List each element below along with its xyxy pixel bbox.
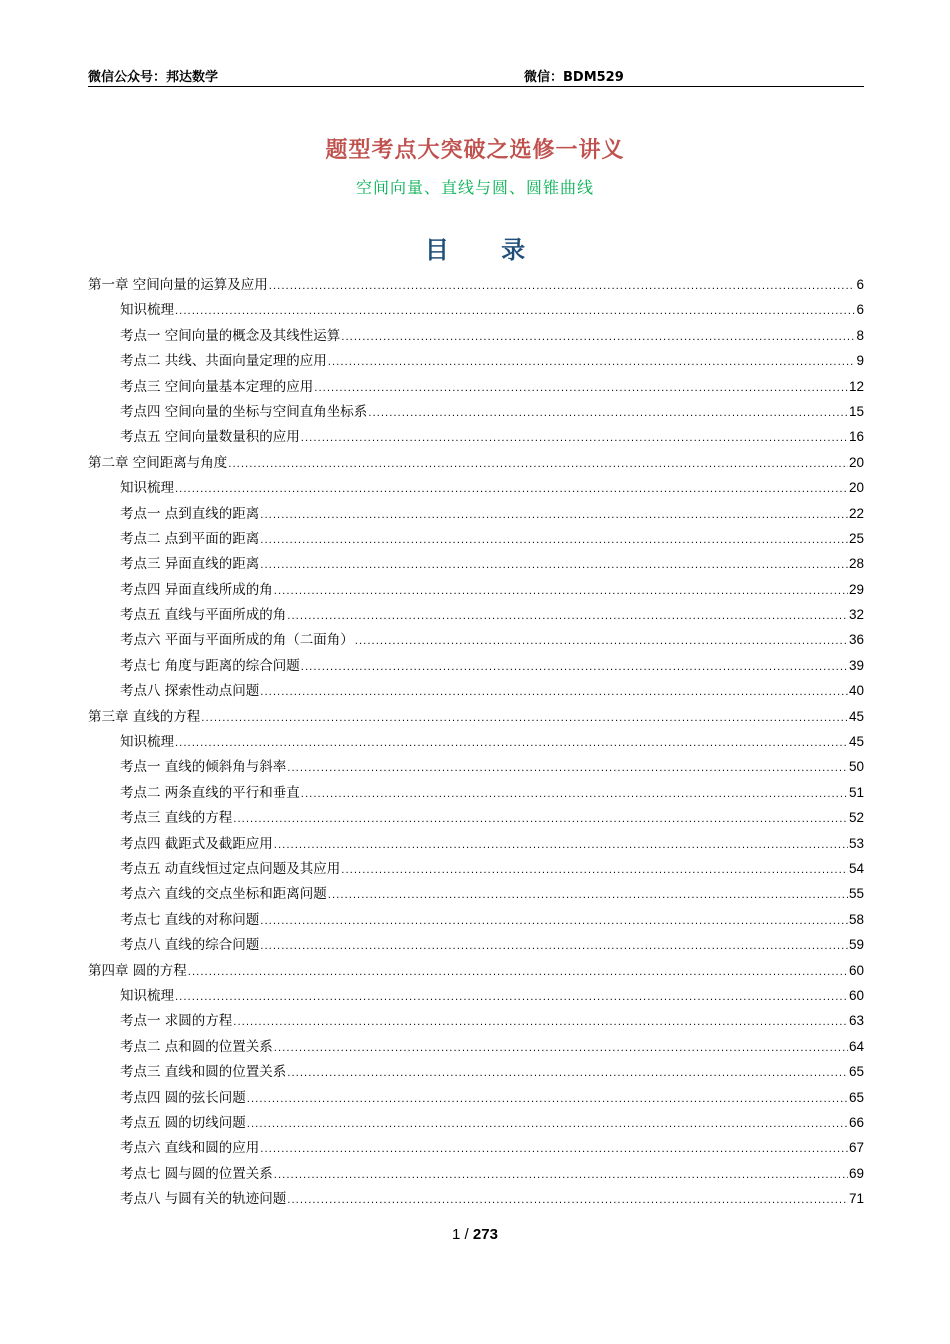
toc-entry-page: 6 [856,302,864,318]
toc-entry-page: 39 [848,657,864,673]
toc-entry-label: 考点五 直线与平面所成的角 [120,607,287,624]
toc-entry-page: 22 [848,505,864,521]
toc-section-entry[interactable] [88,729,864,754]
toc-heading: 目 录 [424,235,548,264]
toc-section-entry[interactable] [88,932,864,957]
toc-section-entry[interactable] [88,475,864,500]
toc-dot-leader [274,833,848,858]
toc-entry-label: 考点二 共线、共面向量定理的应用 [120,353,327,370]
toc-entry-page: 36 [848,632,864,648]
toc-dot-leader [368,401,848,426]
toc-dot-leader [233,807,848,832]
toc-entry-page: 9 [856,353,864,369]
toc-dot-leader [233,1010,848,1035]
toc-dot-leader [188,960,848,985]
toc-section-entry[interactable] [88,374,864,399]
toc-dot-leader [287,604,848,629]
document-subtitle: 空间向量、直线与圆、圆锥曲线 [355,178,594,197]
page-number-current: 1 [452,1226,461,1243]
toc-section-entry[interactable] [88,501,864,526]
toc-entry-page: 52 [848,810,864,826]
toc-entry-label: 考点八 探索性动点问题 [120,683,260,700]
toc-dot-leader [301,782,848,807]
toc-section-entry[interactable] [88,526,864,551]
toc-section-entry[interactable] [88,551,864,576]
toc-entry-label: 考点三 直线的方程 [120,810,233,827]
toc-entry-page: 58 [848,911,864,927]
toc-entry-label: 考点四 截距式及截距应用 [120,835,273,852]
toc-section-entry[interactable] [88,1008,864,1033]
toc-section-entry[interactable] [88,602,864,627]
toc-section-entry[interactable] [88,424,864,449]
toc-section-entry[interactable] [88,627,864,652]
toc-dot-leader [247,1112,848,1137]
toc-entry-page: 54 [848,860,864,876]
toc-entry-page: 51 [848,784,864,800]
toc-entry-page: 12 [848,378,864,394]
toc-entry-label: 考点七 直线的对称问题 [120,911,260,928]
toc-entry-label: 考点三 空间向量基本定理的应用 [120,378,314,395]
toc-dot-leader [328,883,848,908]
toc-entry-label: 考点二 两条直线的平行和垂直 [120,784,300,801]
toc-section-entry[interactable] [88,1135,864,1160]
toc-entry-label: 考点六 直线的交点坐标和距离问题 [120,886,327,903]
toc-entry-label: 第二章 空间距离与角度 [88,454,228,471]
toc-entry-page: 8 [856,327,864,343]
toc-entry-label: 考点六 直线和圆的应用 [120,1140,260,1157]
toc-section-entry[interactable] [88,1186,864,1211]
document-title: 题型考点大突破之选修一讲义 [325,137,625,163]
toc-entry-page: 65 [848,1089,864,1105]
toc-section-entry[interactable] [88,881,864,906]
toc-entry-page: 55 [848,886,864,902]
toc-entry-page: 15 [848,403,864,419]
toc-dot-leader [260,1137,848,1162]
toc-entry-label: 考点四 空间向量的坐标与空间直角坐标系 [120,403,368,420]
header-wechat-account: 微信公众号：邦达数学 [88,70,219,85]
toc-entry-label: 考点一 点到直线的距离 [120,505,260,522]
toc-entry-page: 53 [848,835,864,851]
toc-entry-label: 知识梳理 [120,302,174,319]
toc-dot-leader [260,934,848,959]
toc-section-entry[interactable] [88,577,864,602]
toc-section-entry[interactable] [88,1085,864,1110]
toc-entry-label: 考点一 求圆的方程 [120,1013,233,1030]
toc-dot-leader [247,1087,848,1112]
toc-dot-leader [287,1061,848,1086]
header-wechat-id: 微信：BDM529 [524,70,624,85]
toc-section-entry[interactable] [88,678,864,703]
toc-section-entry[interactable] [88,754,864,779]
toc-dot-leader [175,985,848,1010]
table-of-contents [88,272,864,1211]
toc-entry-page: 45 [848,734,864,750]
toc-entry-label: 考点七 角度与距离的综合问题 [120,657,300,674]
toc-section-entry[interactable] [88,399,864,424]
toc-section-entry[interactable] [88,1110,864,1135]
toc-entry-label: 考点五 动直线恒过定点问题及其应用 [120,860,341,877]
toc-dot-leader [201,706,848,731]
toc-dot-leader [328,350,856,375]
toc-entry-page: 29 [848,581,864,597]
toc-entry-label: 考点八 与圆有关的轨迹问题 [120,1191,287,1208]
toc-entry-label: 考点三 直线和圆的位置关系 [120,1064,287,1081]
toc-entry-label: 知识梳理 [120,987,174,1004]
toc-section-entry[interactable] [88,831,864,856]
toc-entry-page: 60 [848,987,864,1003]
toc-dot-leader [355,629,848,654]
toc-dot-leader [260,909,848,934]
toc-dot-leader [175,477,848,502]
toc-entry-label: 考点四 异面直线所成的角 [120,581,273,598]
toc-entry-label: 考点二 点和圆的位置关系 [120,1038,273,1055]
toc-chapter-entry[interactable] [88,704,864,729]
toc-dot-leader [175,731,848,756]
toc-section-entry[interactable] [88,856,864,881]
toc-entry-page: 16 [848,429,864,445]
toc-dot-leader [274,1036,848,1061]
toc-entry-page: 25 [848,530,864,546]
toc-entry-page: 50 [848,759,864,775]
toc-dot-leader [260,528,848,553]
toc-chapter-entry[interactable] [88,958,864,983]
toc-entry-page: 71 [848,1191,864,1207]
toc-dot-leader [341,858,848,883]
toc-entry-page: 32 [848,607,864,623]
toc-entry-page: 59 [848,937,864,953]
toc-entry-page: 65 [848,1064,864,1080]
page-footer [0,1226,950,1243]
toc-section-entry[interactable] [88,1161,864,1186]
toc-dot-leader [287,1188,848,1213]
toc-entry-label: 知识梳理 [120,480,174,497]
toc-dot-leader [274,579,848,604]
toc-dot-leader [175,299,855,324]
toc-dot-leader [260,680,848,705]
toc-dot-leader [274,1163,848,1188]
toc-section-entry[interactable] [88,297,864,322]
toc-entry-label: 考点一 空间向量的概念及其线性运算 [120,327,341,344]
toc-section-entry[interactable] [88,653,864,678]
toc-entry-label: 第四章 圆的方程 [88,962,187,979]
toc-dot-leader [314,376,848,401]
toc-entry-page: 67 [848,1140,864,1156]
page-number-separator: / [460,1226,473,1243]
toc-entry-page: 20 [848,454,864,470]
toc-section-entry[interactable] [88,323,864,348]
toc-entry-page: 20 [848,480,864,496]
header-divider [88,86,864,87]
toc-section-entry[interactable] [88,1059,864,1084]
toc-entry-page: 6 [856,277,864,292]
toc-entry-label: 第一章 空间向量的运算及应用 [88,277,268,293]
toc-section-entry[interactable] [88,780,864,805]
toc-entry-label: 考点六 平面与平面所成的角（二面角） [120,632,354,649]
toc-entry-label: 考点二 点到平面的距离 [120,530,260,547]
toc-entry-label: 考点四 圆的弦长问题 [120,1089,246,1106]
toc-entry-page: 63 [848,1013,864,1029]
toc-entry-label: 考点五 空间向量数量积的应用 [120,429,300,446]
toc-entry-page: 45 [848,708,864,724]
toc-dot-leader [228,452,848,477]
toc-entry-label: 考点八 直线的综合问题 [120,937,260,954]
toc-entry-label: 考点七 圆与圆的位置关系 [120,1165,273,1182]
toc-dot-leader [260,553,848,578]
page-header [88,66,864,86]
toc-chapter-entry[interactable] [88,450,864,475]
toc-entry-page: 69 [848,1165,864,1181]
toc-dot-leader [341,325,855,350]
toc-section-entry[interactable] [88,348,864,373]
toc-entry-page: 28 [848,556,864,572]
toc-entry-label: 考点一 直线的倾斜角与斜率 [120,759,287,776]
toc-entry-label: 知识梳理 [120,734,174,751]
toc-dot-leader [301,655,848,680]
toc-dot-leader [287,756,848,781]
toc-dot-leader [301,426,848,451]
page-number-total: 273 [472,1226,498,1243]
toc-section-entry[interactable] [88,1034,864,1059]
toc-entry-page: 60 [848,962,864,978]
toc-entry-label: 第三章 直线的方程 [88,708,201,725]
toc-entry-label: 考点三 异面直线的距离 [120,556,260,573]
toc-section-entry[interactable] [88,805,864,830]
toc-dot-leader [260,503,848,528]
toc-chapter-entry[interactable] [88,272,864,297]
toc-section-entry[interactable] [88,907,864,932]
toc-dot-leader [269,274,856,299]
toc-section-entry[interactable] [88,983,864,1008]
toc-entry-page: 66 [848,1114,864,1130]
toc-entry-page: 40 [848,683,864,699]
toc-entry-label: 考点五 圆的切线问题 [120,1114,246,1131]
toc-entry-page: 64 [848,1038,864,1054]
